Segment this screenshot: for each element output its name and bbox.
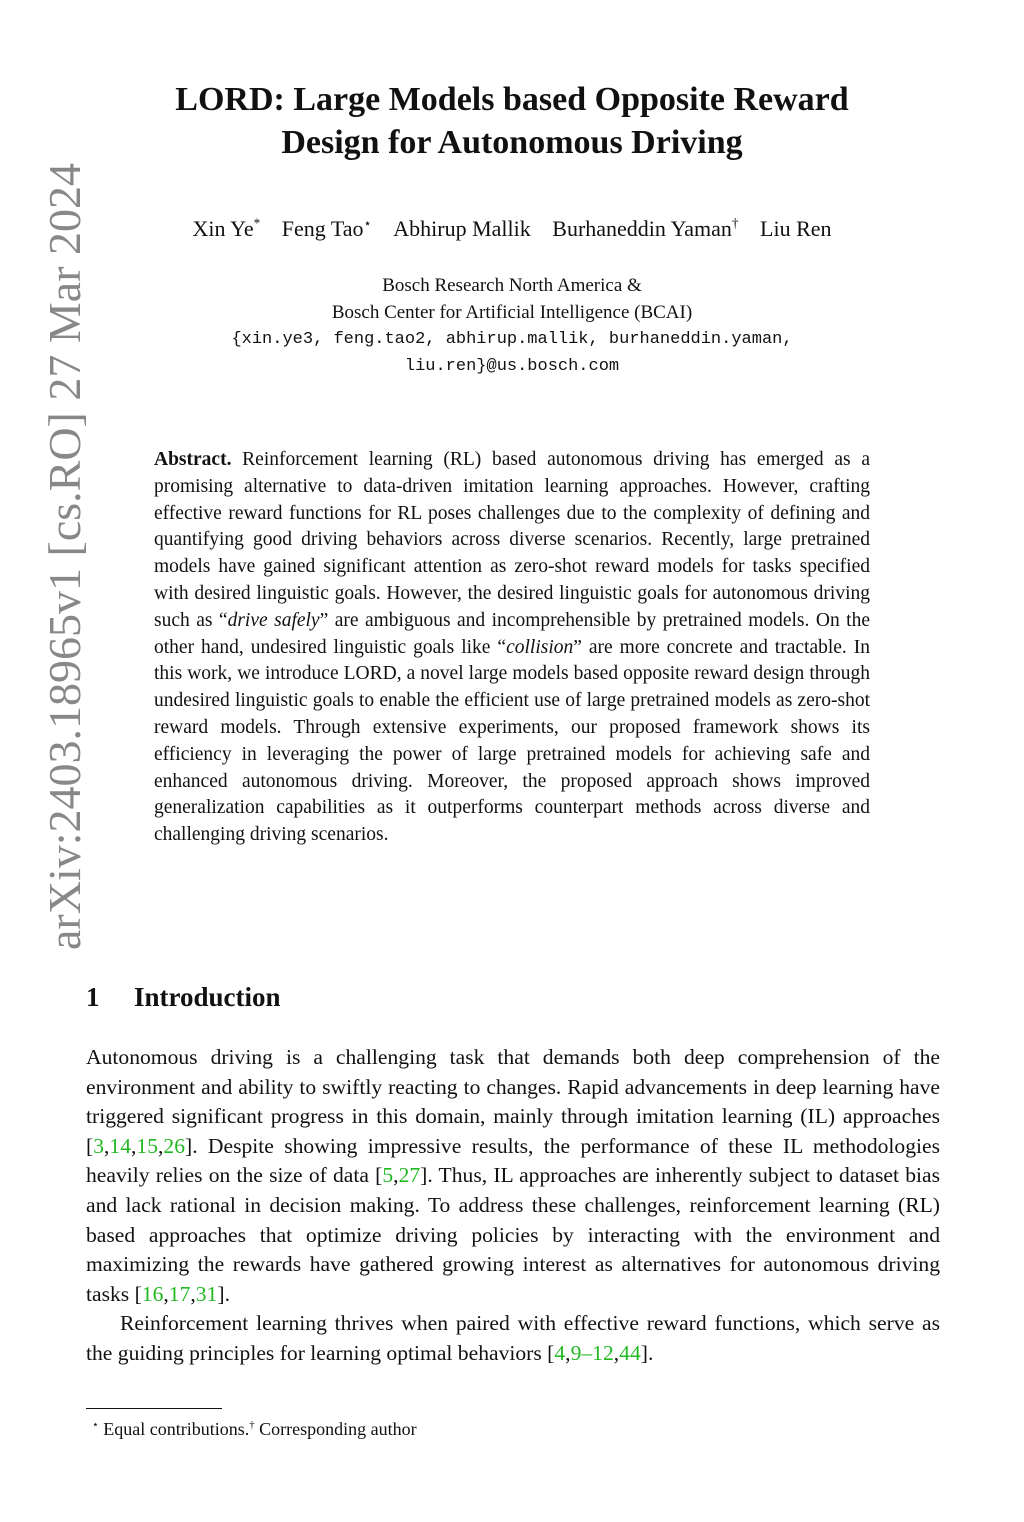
author: Feng Tao⋆ (281, 216, 372, 242)
author-list (100, 216, 924, 242)
citation-link[interactable]: 14 (109, 1133, 131, 1158)
citation-link[interactable]: 3 (93, 1133, 104, 1158)
paper-title (100, 78, 924, 164)
title-line-1: LORD: Large Models based Opposite Reward (175, 81, 849, 118)
footnote-divider (86, 1408, 222, 1409)
affiliation-line-2: Bosch Center for Artificial Intelligence (BCAI) (331, 302, 693, 323)
author: Liu Ren (760, 216, 832, 242)
affiliation-line-1: Bosch Research North America & (382, 275, 642, 296)
citation-link[interactable]: 5 (382, 1163, 394, 1188)
author: Xin Ye* (192, 216, 261, 242)
paragraph: Autonomous driving is a challenging task that demands both deep comprehension of the environment and ability to swiftly reacting to changes. Rapid advancements in deep learning have triggered significant progress in this domain, mainly through imitation learning (IL) approaches [3,14,15,26]. Despite showing impressive results, the performance of these IL methodologies heavily relies on the size of data [5,27]. Thus, IL approaches are inherently subject to dataset bias and lack rational in decision making. To address these challenges, reinforcement learning (RL) based approaches that optimize driving policies by interacting with the environment and maximizing the rewards have gathered growing interest as alternatives for autonomous driving tasks [16,17,31]. (86, 1045, 940, 1306)
citation-link[interactable]: 17 (168, 1281, 191, 1306)
author: Burhaneddin Yaman† (552, 216, 739, 242)
citation-link[interactable]: 16 (141, 1281, 164, 1306)
footnote: ⋆ Equal contributions.† Corresponding author (92, 1419, 417, 1439)
abstract-label: Abstract. (154, 449, 232, 470)
abstract: Abstract. Reinforcement learning (RL) based autonomous driving has emerged as a promising alternative to data-driven imitation learning approaches. However, crafting effective reward functions for RL poses challenges due to the complexity of defining and quantifying good driving behaviors across diverse scenarios. Recently, large pretrained models have gained significant attention as zero-shot reward models for tasks specified with desired linguistic goals. However, the desired linguistic goals for autonomous driving such as “drive safely” are ambiguous and incomprehensible by pretrained models. On the other hand, undesired linguistic goals like “collision” are more concrete and tractable. In this work, we introduce LORD, a novel large models based opposite reward design through undesired linguistic goals to enable the efficient use of large pretrained models as zero-shot reward models. Through extensive experiments, our proposed framework shows its efficiency in leveraging the power of large pretrained models for achieving safe and enhanced autonomous driving. Moreover, the proposed approach shows improved generalization capabilities as it outperforms counterpart methods across diverse and challenging driving scenarios. (154, 449, 871, 846)
citation-link[interactable]: 44 (619, 1340, 641, 1365)
introduction-body (86, 1043, 940, 1369)
citation-link[interactable]: 9–12 (570, 1340, 614, 1365)
citation-link[interactable]: 27 (398, 1163, 421, 1188)
paragraph: Reinforcement learning thrives when paired with effective reward functions, which serve as the guiding principles for learning optimal behaviors [4,9–12,44]. (86, 1311, 940, 1365)
title-line-2: Design for Autonomous Driving (281, 124, 743, 161)
section-heading (86, 982, 281, 1013)
citation-link[interactable]: 26 (163, 1133, 185, 1158)
section-number: 1 (86, 982, 100, 1012)
author-emails-line-2[interactable]: liu.ren}@us.bosch.com (404, 357, 620, 376)
author: Abhirup Mallik (393, 216, 531, 242)
arxiv-id-text: arXiv:2403.18965v1 [cs.RO] 27 Mar 2024 (39, 162, 90, 950)
author-emails-line-1[interactable]: {xin.ye3, feng.tao2, abhirup.mallik, burhaneddin.yaman, (231, 330, 793, 349)
citation-link[interactable]: 15 (136, 1133, 158, 1158)
section-title: Introduction (134, 982, 281, 1012)
affiliation (100, 272, 924, 380)
citation-link[interactable]: 31 (195, 1281, 218, 1306)
citation-link[interactable]: 4 (554, 1340, 566, 1365)
